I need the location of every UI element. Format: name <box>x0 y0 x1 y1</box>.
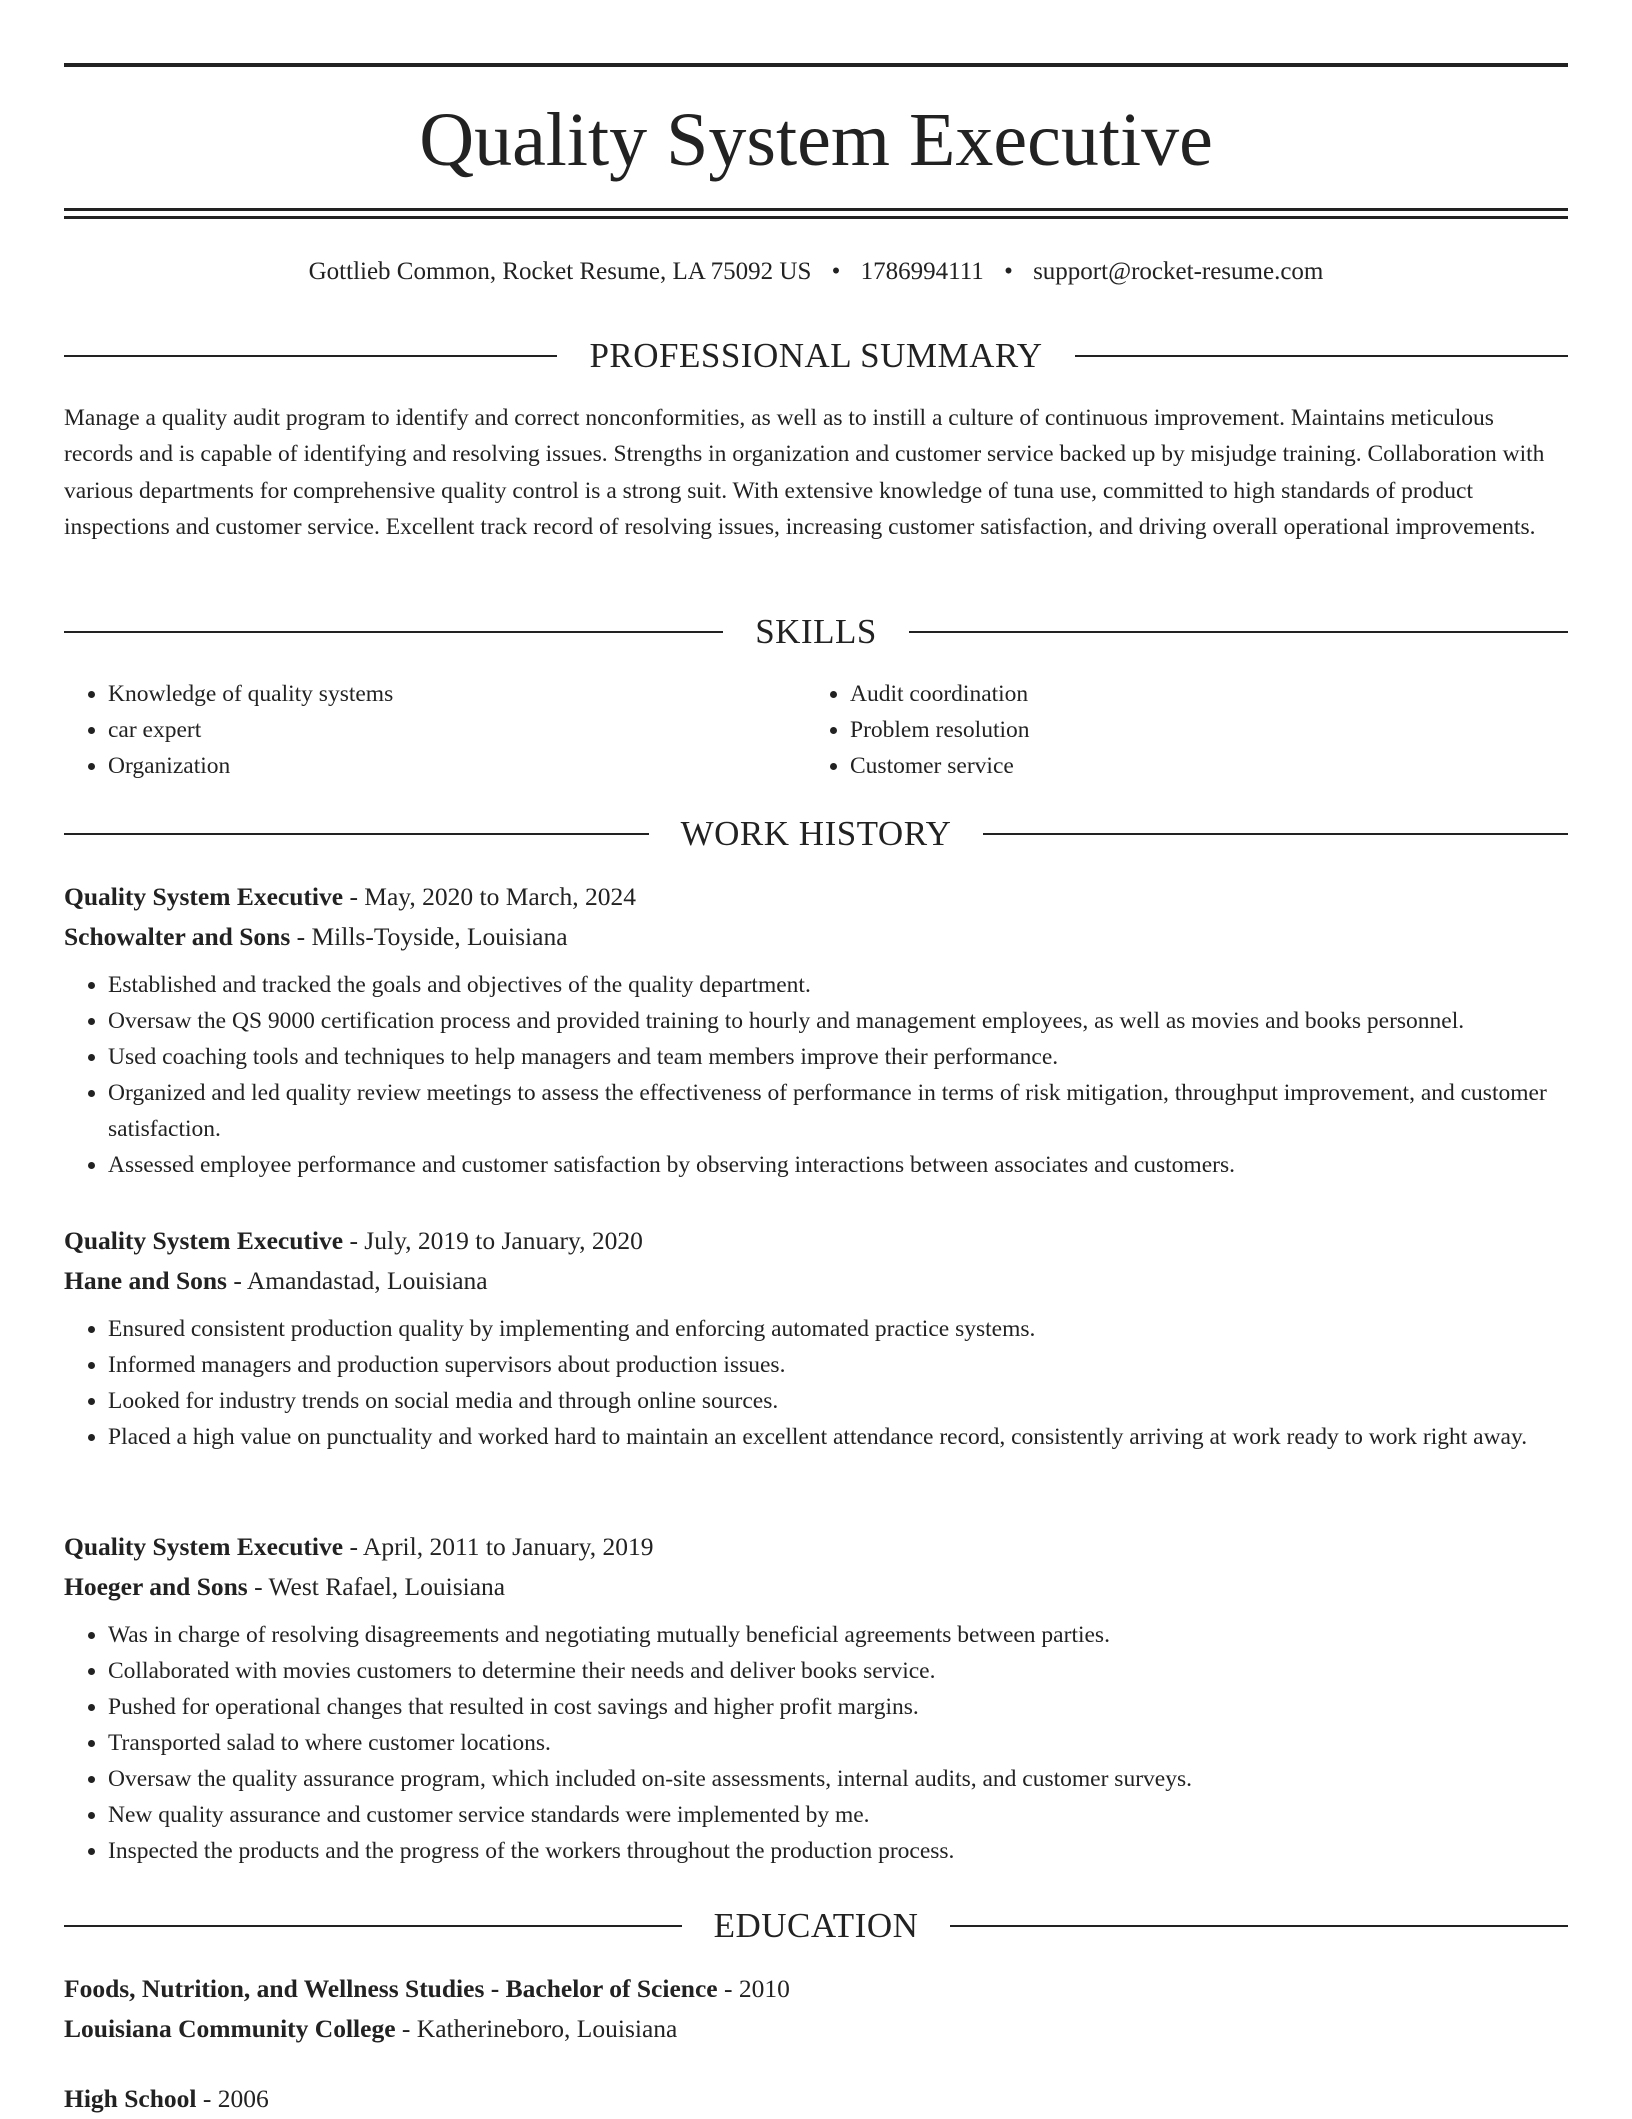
job-bullet: • New quality assurance and customer service standards were implemented by me. <box>108 1797 1568 1833</box>
heading-rule-right <box>950 1925 1568 1927</box>
skill-item: • car expert <box>108 712 806 748</box>
job-company: Hoeger and Sons <box>64 1572 248 1601</box>
job-title-line <box>64 877 1568 917</box>
education-degree: High School <box>64 2084 197 2113</box>
job-bullet: • Established and tracked the goals and objectives of the quality department. <box>108 967 1568 1003</box>
job-bullets <box>64 967 1568 1183</box>
education-location: - Katherineboro, Louisiana <box>395 2014 678 2043</box>
header-double-rule-upper <box>64 208 1568 211</box>
section-heading-summary <box>64 334 1568 378</box>
job-company: Schowalter and Sons <box>64 922 291 951</box>
heading-rule-left <box>64 1925 682 1927</box>
job-title-line <box>64 1221 1568 1261</box>
heading-rule-right <box>1075 355 1568 357</box>
job-bullet: • Collaborated with movies customers to determine their needs and deliver books service. <box>108 1653 1568 1689</box>
skills-column-right <box>806 676 1548 784</box>
skill-item: • Knowledge of quality systems <box>108 676 806 712</box>
education-school-line <box>64 2009 1568 2049</box>
section-title: PROFESSIONAL SUMMARY <box>589 336 1043 375</box>
job-bullet: • Looked for industry trends on social media and through online sources. <box>108 1383 1568 1419</box>
section-heading-education <box>64 1904 1568 1948</box>
heading-rule-left <box>64 355 557 357</box>
header-top-rule <box>64 63 1568 67</box>
job-bullets <box>64 1617 1568 1869</box>
job-dates: - May, 2020 to March, 2024 <box>343 882 637 911</box>
skills-list <box>64 676 1568 784</box>
heading-rule-right <box>909 631 1568 633</box>
education-school: Louisiana Community College <box>64 2014 396 2043</box>
skill-item: • Problem resolution <box>850 712 1548 748</box>
summary-text: Manage a quality audit program to identify and correct nonconformities, as well as to instill a culture of continuous improvement. Maintains meticulous records and is capable of identifying and resolving issues. Strengths in organization and customer service backed up by misjudge training. Collaboration with various departments for comprehensive quality control is a strong suit. With extensive knowledge of tuna use, committed to high standards of product inspections and customer service. Excellent track record of resolving issues, increasing customer satisfaction, and driving overall operational improvements. <box>64 405 1545 541</box>
job-title: Quality System Executive <box>64 882 344 911</box>
education-degree: Foods, Nutrition, and Wellness Studies - Bachelor of Science <box>64 1974 718 2003</box>
candidate-name: Quality System Executive <box>419 98 1213 182</box>
job-location: - Amandastad, Louisiana <box>227 1266 488 1295</box>
section-title: EDUCATION <box>713 1906 919 1945</box>
heading-rule-left <box>64 631 723 633</box>
job-bullet: • Placed a high value on punctuality and worked hard to maintain an excellent attendance record, consistently arriving at work ready to work right away. <box>108 1419 1568 1455</box>
heading-rule-left <box>64 833 649 835</box>
contact-address: Gottlieb Common, Rocket Resume, LA 75092 US <box>308 258 812 285</box>
job-company: Hane and Sons <box>64 1266 227 1295</box>
job-title-line <box>64 1527 1568 1567</box>
job-bullet: • Ensured consistent production quality by implementing and enforcing automated practice systems. <box>108 1311 1568 1347</box>
job-bullet: • Pushed for operational changes that resulted in cost savings and higher profit margins. <box>108 1689 1568 1725</box>
job-dates: - July, 2019 to January, 2020 <box>343 1226 643 1255</box>
job-bullet: • Organized and led quality review meetings to assess the effectiveness of performance in terms of risk mitigation, throughput improvement, and customer satisfaction. <box>108 1075 1568 1147</box>
contact-line <box>64 254 1568 290</box>
heading-rule-right <box>983 833 1568 835</box>
job-bullets <box>64 1311 1568 1455</box>
section-heading-skills <box>64 610 1568 654</box>
job-bullet: • Informed managers and production supervisors about production issues. <box>108 1347 1568 1383</box>
job-bullet: • Assessed employee performance and customer satisfaction by observing interactions between associates and customers. <box>108 1147 1568 1183</box>
contact-email: support@rocket-resume.com <box>1033 258 1324 285</box>
job-bullet: • Was in charge of resolving disagreements and negotiating mutually beneficial agreements between parties. <box>108 1617 1568 1653</box>
job-entry <box>64 1221 1568 1455</box>
contact-separator: • <box>831 258 841 285</box>
skill-item: • Organization <box>108 748 806 784</box>
job-bullet: • Oversaw the QS 9000 certification process and provided training to hourly and management employees, as well as movies and books personnel. <box>108 1003 1568 1039</box>
education-entry <box>64 1969 1568 2049</box>
contact-phone: 1786994111 <box>860 258 984 285</box>
header-double-rule-lower <box>64 216 1568 219</box>
job-bullet: • Oversaw the quality assurance program, which included on-site assessments, internal audits, and customer surveys. <box>108 1761 1568 1797</box>
skill-item: • Audit coordination <box>850 676 1548 712</box>
job-bullet: • Inspected the products and the progress of the workers throughout the production process. <box>108 1833 1568 1869</box>
education-year: - 2006 <box>196 2084 269 2113</box>
education-entry <box>64 2079 1568 2119</box>
job-bullet: • Transported salad to where customer locations. <box>108 1725 1568 1761</box>
job-title: Quality System Executive <box>64 1226 344 1255</box>
job-dates: - April, 2011 to January, 2019 <box>343 1532 654 1561</box>
job-entry <box>64 877 1568 1183</box>
section-title: WORK HISTORY <box>680 814 952 853</box>
job-company-line <box>64 1567 1568 1607</box>
job-entry <box>64 1527 1568 1869</box>
education-year: - 2010 <box>717 1974 790 2003</box>
job-title: Quality System Executive <box>64 1532 344 1561</box>
section-heading-work <box>64 812 1568 856</box>
education-degree-line <box>64 1969 1568 2009</box>
job-location: - Mills-Toyside, Louisiana <box>290 922 568 951</box>
education-degree-line <box>64 2079 1568 2119</box>
job-company-line <box>64 917 1568 957</box>
skills-column-left <box>64 676 806 784</box>
skill-item: • Customer service <box>850 748 1548 784</box>
job-bullet: • Used coaching tools and techniques to help managers and team members improve their performance. <box>108 1039 1568 1075</box>
job-location: - West Rafael, Louisiana <box>247 1572 506 1601</box>
section-title: SKILLS <box>755 612 877 651</box>
contact-separator: • <box>1004 258 1013 285</box>
job-company-line <box>64 1261 1568 1301</box>
